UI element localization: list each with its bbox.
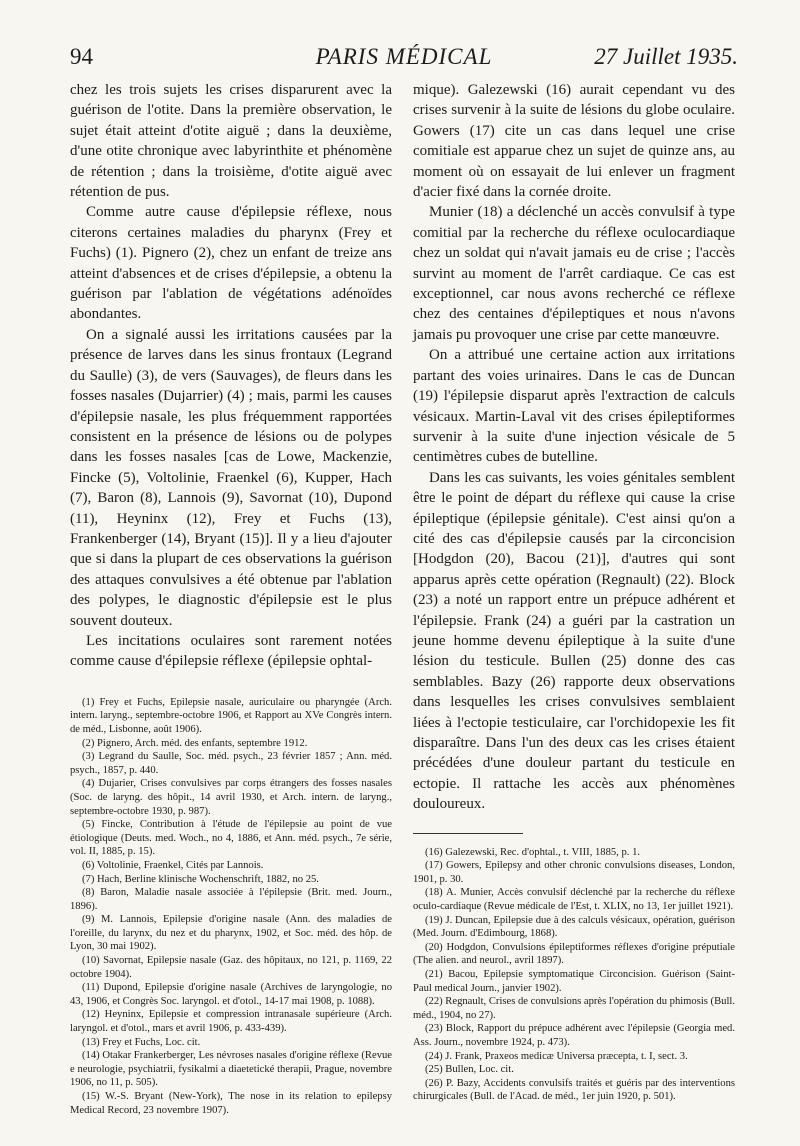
left-column	[70, 80, 392, 1117]
right-column	[413, 80, 735, 1104]
footnote-22: (22) Regnault, Crises de convulsions après l'opération du phimosis (Bull. méd., 1904, no 27).	[413, 996, 735, 1021]
footnote-5: (5) Fincke, Contribution à l'étude de l'épilepsie au point de vue étiologique (Deuts. med. Woch., no 4, 1886, et Ann. méd. psych., 7e série, vol. II, 1885, p. 15).	[70, 819, 392, 858]
footnote-25: (25) Bullen, Loc. cit.	[425, 1064, 514, 1076]
issue-date: 27 Juillet 1935.	[594, 44, 738, 69]
footnote-6: (6) Voltolinie, Fraenkel, Cités par Lannois.	[82, 859, 264, 871]
page-number: 94	[70, 44, 93, 69]
paragraph: mique). Galezewski (16) aurait cependant vu des crises survenir à la suite de lésions du globe oculaire. Gowers (17) cite un cas dans lequel une crise comitiale est apparue chez un sujet de quinze ans, au moment où on essayait de lui enlever un fragment d'acier fixé dans la cornée droite.	[413, 82, 735, 201]
running-header	[70, 44, 738, 78]
footnotes-left	[70, 696, 392, 1117]
footnotes-right	[413, 846, 735, 1104]
footnote-7: (7) Hach, Berline klinische Wochenschrift, 1882, no 25.	[82, 873, 319, 885]
paragraph: Comme autre cause d'épilepsie réflexe, nous citerons certaines maladies du pharynx (Frey et Fuchs) (1). Pignero (2), chez un enfant de treize ans atteint d'absences et de crises d'épilepsie, a obtenu la guérison par l'ablation de végétations adénoïdes abondantes.	[70, 204, 392, 323]
footnote-21: (21) Bacou, Epilepsie symptomatique Circoncision. Guérison (Saint-Paul medical Journ., janvier 1902).	[413, 968, 735, 994]
footnote-15: (15) W.-S. Bryant (New-York), The nose in its relation to epilepsy Medical Record, 23 novembre 1907).	[70, 1091, 392, 1116]
paragraph: Dans les cas suivants, les voies génitales semblent être le point de départ du réflexe qui cause la crise épileptique (épilepsie génitale). C'est ainsi qu'on a cité des cas d'épilepsie causés par la circoncision [Hodgdon (20), Bacou (21)], d'autres qui sont apparus après cette opération (Regnault) (22). Block (23) a noté un rapport entre un prépuce adhérent et l'épilepsie. Frank (24) a guéri par la castration un jeune homme devenu épileptique à la suite d'une lésion du testicule. Bullen (25) donne des cas semblables. Bazy (26) rapporte deux observations dans lesquelles les crises convulsives semblaient liées à l'ectopie testiculaire, car l'orchidopexie les fit disparaître. Dans l'un des deux cas les crises étaient précédées d'une douleur partant du testicule en ectopie. Il rattache les accès aux phénomènes douloureux.	[413, 469, 735, 813]
footnote-9: (9) M. Lannois, Epilepsie d'origine nasale (Ann. des maladies de l'oreille, du larynx, du nez et du pharynx, 1902, et Soc. méd. des hôp. de Lyon, 30 mai 1902).	[70, 914, 392, 953]
paragraph: Munier (18) a déclenché un accès convulsif à type comitial par la recherche du réflexe oculocardiaque chez un soldat qui n'avait jamais eu de crise ; l'accès survint au moment de l'arrêt cardiaque. Ce cas est exceptionnel, car nous avons recherché ce réflexe chez des centaines d'épileptiques et nous n'avons jamais pu provoquer une crise par cette manœuvre.	[413, 204, 735, 343]
footnote-13: (13) Frey et Fuchs, Loc. cit.	[82, 1036, 201, 1048]
footnote-19: (19) J. Duncan, Epilepsie due à des calculs vésicaux, opération, guérison (Med. Journ. d'Edimbourg, 1868).	[413, 914, 735, 940]
paragraph: chez les trois sujets les crises disparurent avec la guérison de l'otite. Dans la première observation, le sujet était atteint d'otite aiguë ; dans la deuxième, d'une otite chronique avec labyrinthite et phénomène de rétention ; dans la troisième, d'otite aiguë avec rétention de pus.	[70, 82, 392, 201]
footnote-3: (3) Legrand du Saulle, Soc. méd. psych., 23 février 1857 ; Ann. méd. psych., 1857, p. 440.	[70, 751, 392, 776]
footnote-16: (16) Galezewski, Rec. d'ophtal., t. VIII, 1885, p. 1.	[425, 846, 641, 858]
footnote-17: (17) Gowers, Epilepsy and other chronic convulsions diseases, London, 1901, p. 30.	[413, 860, 735, 885]
footnote-10: (10) Savornat, Epilepsie nasale (Gaz. des hôpitaux, no 121, p. 1169, 22 octobre 1904).	[70, 955, 392, 980]
footnote-11: (11) Dupond, Epilepsie d'origine nasale (Archives de laryngologie, no 43, 1906, et Congrès Soc. laryngol. et d'otol., 14-17 mai 1908, p. 1088).	[70, 982, 392, 1007]
footnote-26: (26) P. Bazy, Accidents convulsifs traités et guéris par des interventions chirurgicales (Bull. de l'Acad. de méd., 1er juin 1920, p. 501).	[413, 1077, 735, 1103]
footnote-1: (1) Frey et Fuchs, Epilepsie nasale, auriculaire ou pharyngée (Arch. intern. laryng., septembre-octobre 1906, et Rapport au XVe Congrès intern. de méd., Lisbonne, août 1906).	[70, 696, 392, 735]
paragraph: On a signalé aussi les irritations causées par la présence de larves dans les sinus frontaux (Legrand du Saulle) (3), de vers (Sauvages), de fleurs dans les fosses nasales (Dujarrier) (4) ; mais, parmi les causes d'épilepsie nasale, les plus fréquemment rapportées consistent en la présence de lésions ou de polypes dans les fosses nasales [cas de Lowe, Mackenzie, Fincke (5), Voltolinie, Fraenkel (6), Kupper, Hach (7), Baron (8), Lannois (9), Savornat (10), Dupond (11), Heyninx (12), Frey et Fuchs (13), Frankenberger (14), Bryant (15)]. Il y a lieu d'ajouter que si dans la plupart de ces observations la guérison des attaques convulsives a été obtenue par l'ablation des polypes, le diagnostic d'épilepsie est le plus souvent douteux.	[70, 326, 392, 629]
footnote-20: (20) Hodgdon, Convulsions épileptiformes réflexes d'origine préputiale (The alien. and neurol., avril 1897).	[413, 941, 735, 967]
footnote-24: (24) J. Frank, Praxeos medicæ Universa præcepta, t. I, sect. 3.	[425, 1050, 688, 1062]
footnote-4: (4) Dujarier, Crises convulsives par corps étrangers des fosses nasales (Soc. de laryng. des hôpit., 14 avril 1930, et Arch. intern. de laryng., septembre-octobre 1930, p. 987).	[70, 778, 392, 817]
footnote-12: (12) Heyninx, Epilepsie et compression intranasale supérieure (Arch. laryngol. et d'otol., mars et avril 1906, p. 433-439).	[70, 1009, 392, 1035]
footnote-8: (8) Baron, Maladie nasale associée à l'épilepsie (Brit. med. Journ., 1896).	[70, 887, 392, 912]
footnote-23: (23) Block, Rapport du prépuce adhérent avec l'épilepsie (Georgia med. Ass. Journ., novembre 1924, p. 473).	[413, 1023, 735, 1048]
paragraph: On a attribué une certaine action aux irritations partant des voies urinaires. Dans le cas de Duncan (19) l'épilepsie disparut après l'extraction de calculs vésicaux. Martin-Laval vit des crises épileptiformes survenir à la suite d'une injection vésicale de 5 centimètres cubes de butelline.	[413, 347, 735, 466]
journal-title: PARIS MÉDICAL	[315, 44, 493, 69]
footnote-14: (14) Otakar Frankerberger, Les névroses nasales d'origine réflexe (Revue e neurologie, psychiatrii, fysikalmi a diaetetické therapii, Prague, novembre 1906, no 11, p. 505).	[70, 1050, 392, 1089]
footnote-18: (18) A. Munier, Accès convulsif déclenché par la recherche du réflexe oculo-cardiaque (Revue médicale de l'Est, t. XLIX, no 13, 1er juillet 1921).	[413, 887, 735, 912]
paragraph: Les incitations oculaires sont rarement notées comme cause d'épilepsie réflexe (épilepsie ophtal-	[70, 632, 392, 670]
footnote-2: (2) Pignero, Arch. méd. des enfants, septembre 1912.	[82, 737, 308, 749]
